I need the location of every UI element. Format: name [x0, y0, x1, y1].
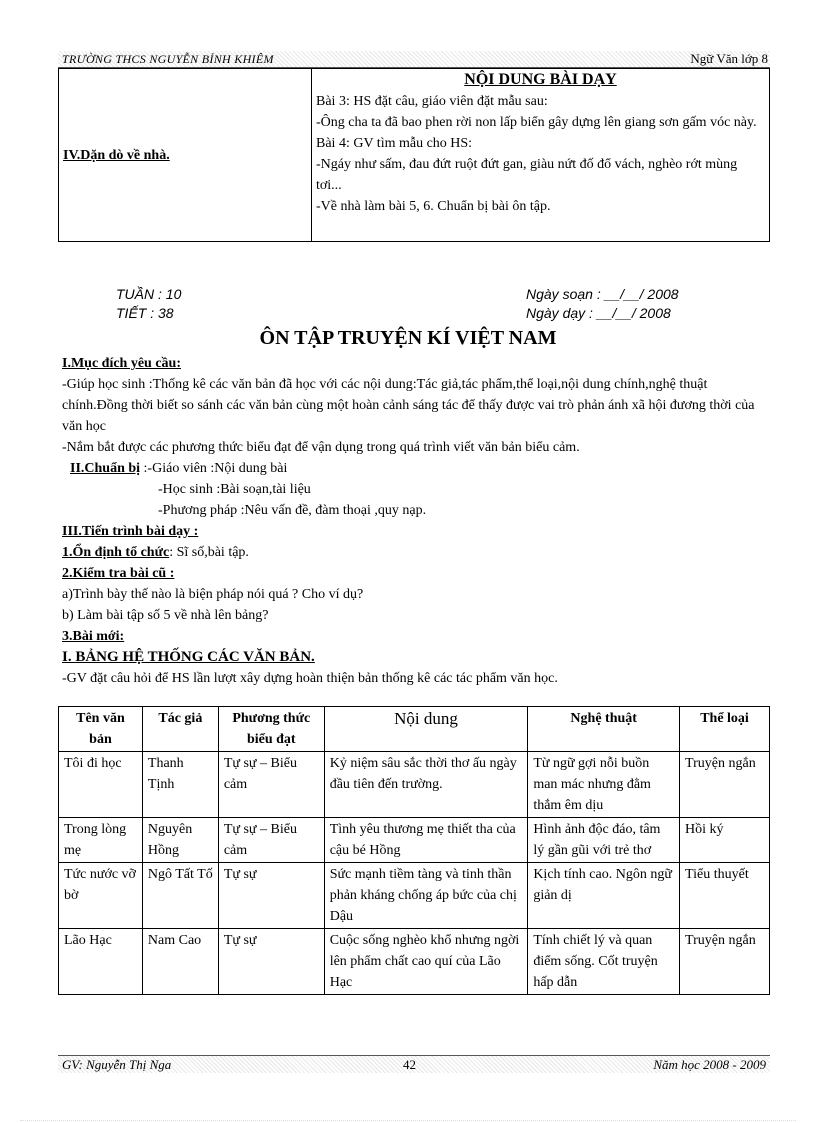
table-cell: Kỷ niệm sâu sắc thời thơ ấu ngày đầu tiên đến trường. — [324, 752, 528, 818]
divider — [20, 1120, 796, 1121]
table-cell: Nguyên Hồng — [142, 818, 218, 863]
homework-line: -Về nhà làm bài 5, 6. Chuẩn bị bài ôn tập. — [316, 199, 551, 214]
column-header: Tác giả — [142, 707, 218, 752]
column-header: Nội dung — [324, 707, 528, 752]
prep-line: -Học sinh :Bài soạn,tài liệu — [158, 482, 311, 497]
teach-date: Ngày dạy : __/__/ 2008 — [526, 305, 671, 321]
column-header: Thể loại — [680, 707, 770, 752]
table-cell: Ngô Tất Tố — [142, 863, 218, 929]
page-footer — [58, 1055, 770, 1073]
column-header: Phương thức biểu đạt — [218, 707, 324, 752]
paragraph: -Giúp học sinh :Thống kê các văn bản đã học với các nội dung:Tác giả,tác phẩm,thể loại,nội dung chính,nghệ thuật chính.Đồng thời biết so sánh các văn bản cùng một hoàn cảnh sáng tác để thấy được vai trò phản ánh xã hội đương thời của văn học — [62, 377, 755, 434]
table-cell: Tiểu thuyết — [680, 863, 770, 929]
paragraph: -GV đặt câu hỏi để HS lần lượt xây dựng hoàn thiện bản thống kê các tác phẩm văn học. — [62, 671, 558, 686]
table-row — [59, 818, 770, 863]
lesson-content-title: NỘI DUNG BÀI DẠY — [464, 71, 617, 88]
lesson-body — [62, 353, 770, 689]
prep-line: :-Giáo viên :Nội dung bài — [143, 461, 288, 476]
school-name: TRƯỜNG THCS NGUYỄN BỈNH KHIÊM — [62, 52, 274, 66]
homework-label: IV.Dặn dò về nhà. — [63, 147, 170, 163]
table-cell: Truyện ngắn — [680, 752, 770, 818]
school-year: Năm học 2008 - 2009 — [653, 1057, 766, 1072]
table-cell: Lão Hạc — [59, 929, 143, 995]
table-cell: Hồi ký — [680, 818, 770, 863]
table-cell: Tức nước vỡ bờ — [59, 863, 143, 929]
homework-line: Bài 3: HS đặt câu, giáo viên đặt mẫu sau: — [316, 94, 548, 109]
question: b) Làm bài tập số 5 về nhà lên bảng? — [62, 608, 269, 623]
table-header-row — [59, 707, 770, 752]
column-header: Tên văn bản — [59, 707, 143, 752]
table-cell: Trong lòng mẹ — [59, 818, 143, 863]
paragraph: : Sĩ số,bài tập. — [169, 545, 249, 560]
table-row — [59, 929, 770, 995]
table-cell: Tính chiết lý và quan điểm sống. Cốt truyện hấp dẫn — [528, 929, 680, 995]
subsection-heading: 1.Ổn định tổ chức — [62, 545, 170, 560]
table-row — [59, 863, 770, 929]
homework-content-cell — [312, 69, 770, 242]
subsection-heading: 2.Kiểm tra bài cũ : — [62, 566, 175, 581]
table-cell: Tự sự — [218, 863, 324, 929]
section-heading: I.Mục đích yêu cầu: — [62, 356, 181, 371]
paragraph: -Nắm bắt được các phương thức biểu đạt để vận dụng trong quá trình viết văn bản biểu cảm. — [62, 440, 580, 455]
section-heading: II.Chuẩn bị — [70, 461, 141, 476]
subject-label: Ngữ Văn lớp 8 — [690, 51, 768, 66]
table-cell: Tự sự – Biểu cảm — [218, 752, 324, 818]
week-label: TUẦN : 10 — [116, 286, 182, 302]
table-cell: Hình ảnh độc đáo, tâm lý gần gũi với trẻ thơ — [528, 818, 680, 863]
homework-line: -Ngáy như sấm, đau đứt ruột đứt gan, giàu nứt đố đổ vách, nghèo rớt mùng tơi... — [316, 157, 738, 193]
works-table — [58, 706, 770, 995]
table-cell: Truyện ngắn — [680, 929, 770, 995]
teacher-name: GV: Nguyễn Thị Nga — [62, 1057, 172, 1072]
homework-label-cell — [59, 69, 312, 242]
homework-table — [58, 68, 770, 242]
table-cell: Thanh Tịnh — [142, 752, 218, 818]
table-cell: Tự sự — [218, 929, 324, 995]
section-heading: III.Tiến trình bài dạy : — [62, 524, 199, 539]
question: a)Trình bày thế nào là biện pháp nói quá ? Cho ví dụ? — [62, 587, 364, 602]
prep-line: -Phương pháp :Nêu vấn đề, đàm thoại ,quy nạp. — [158, 503, 427, 518]
table-cell: Tôi đi học — [59, 752, 143, 818]
page-title: ÔN TẬP TRUYỆN KÍ VIỆT NAM — [259, 327, 557, 349]
period-label: TIẾT : 38 — [116, 305, 174, 321]
table-row — [59, 752, 770, 818]
homework-line: -Ông cha ta đã bao phen rời non lấp biển gây dựng lên giang sơn gấm vóc này. — [316, 115, 757, 130]
homework-line: Bài 4: GV tìm mẫu cho HS: — [316, 136, 473, 151]
table-cell: Từ ngữ gợi nỗi buồn man mác nhưng đằm thắm êm dịu — [528, 752, 680, 818]
prep-date: Ngày soạn : __/__/ 2008 — [526, 286, 679, 302]
table-cell: Kịch tính cao. Ngôn ngữ giản dị — [528, 863, 680, 929]
table-cell: Tự sự – Biểu cảm — [218, 818, 324, 863]
table-cell: Tình yêu thương mẹ thiết tha của cậu bé Hồng — [324, 818, 528, 863]
subsection-heading: 3.Bài mới: — [62, 629, 125, 644]
page-header — [58, 51, 770, 68]
column-header: Nghệ thuật — [528, 707, 680, 752]
table-heading: I. BẢNG HỆ THỐNG CÁC VĂN BẢN. — [62, 649, 315, 665]
page-number: 42 — [403, 1057, 416, 1072]
table-cell: Nam Cao — [142, 929, 218, 995]
table-cell: Sức mạnh tiềm tàng và tinh thần phản kháng chống áp bức của chị Dậu — [324, 863, 528, 929]
table-cell: Cuộc sống nghèo khổ nhưng ngời lên phẩm chất cao quí của Lão Hạc — [324, 929, 528, 995]
